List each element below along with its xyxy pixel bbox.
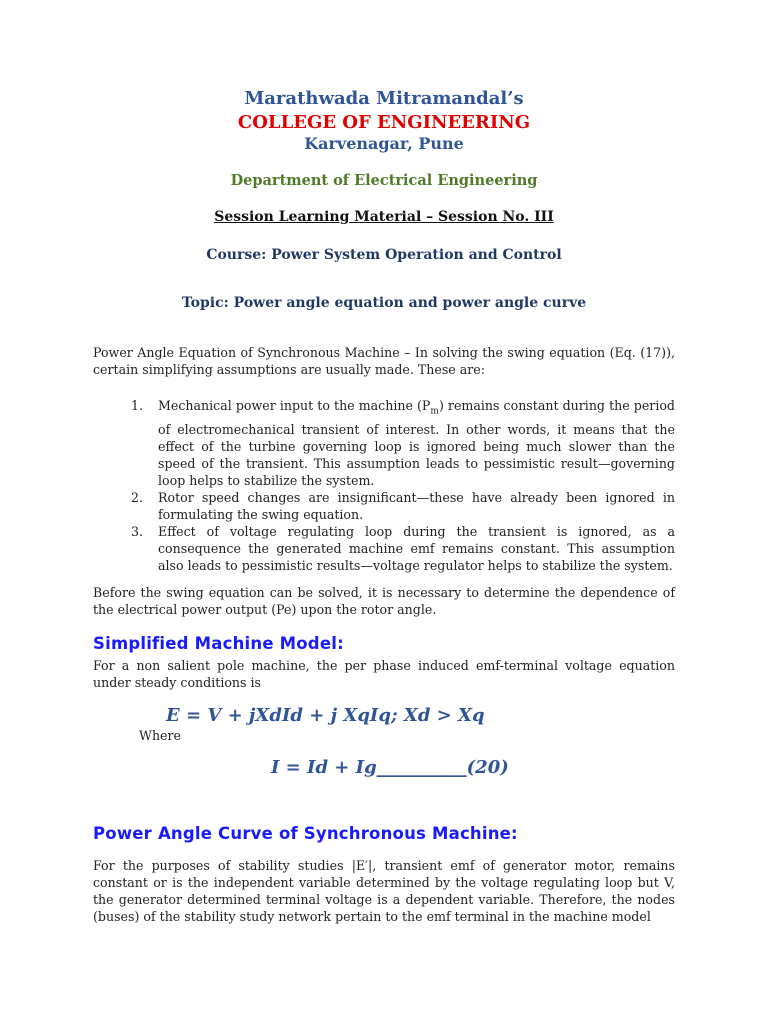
equation-current: I = Id + Ig__________(20) [271,757,509,778]
swing-dependence-paragraph: Before the swing equation can be solved, it is necessary to determine the dependence of the electrical power output (Pe) upon the rotor angle. [93,585,675,617]
equation-emf: E = V + jXdId + j XqIq; Xd > Xq [166,705,485,726]
topic-title: Topic: Power angle equation and power angle curve [181,295,587,311]
intro-paragraph: Power Angle Equation of Synchronous Machine – In solving the swing equation (Eq. (17)), certain simplifying assumptions are usually made. These are: [93,345,675,377]
assumptions-list [131,397,675,574]
list-item [131,397,675,489]
list-number: 3. [131,523,144,539]
list-text: Mechanical power input to the machine (P [158,398,431,413]
list-number: 1. [131,398,144,413]
section-heading-power-angle-curve: Power Angle Curve of Synchronous Machine: [93,824,518,843]
list-text: Rotor speed changes are insignificant—these have already been ignored in formulating the swing equation. [158,489,675,522]
list-text: ) remains constant during the period of electromechanical transient of interest. In other words, it means that the effect of the turbine governing loop is ignored being much slower than the speed of the transient. This assumption leads to pessimistic result—governing loop helps to stabilize the system. [158,398,675,488]
department-name: Department of Electrical Engineering [230,172,538,189]
list-text: Effect of voltage regulating loop during the transient is ignored, as a consequence the generated machine emf remains constant. This assumption also leads to pessimistic results—voltage regulator helps to stabilize the system. [158,523,675,573]
power-angle-curve-paragraph: For the purposes of stability studies |E′|, transient emf of generator motor, remains constant or is the independent variable determined by the voltage regulating loop but V, the generator determined terminal voltage is a dependent variable. Therefore, the nodes (buses) of the stability study network pertain to the emf terminal in the machine model [93,858,675,924]
college-name: COLLEGE OF ENGINEERING [237,112,531,133]
institution-name: Marathwada Mitramandal’s [244,88,524,109]
list-item [131,489,675,523]
session-title: Session Learning Material – Session No. III [214,209,554,225]
list-number: 2. [131,489,144,505]
college-location: Karvenagar, Pune [304,134,464,153]
simplified-model-paragraph: For a non salient pole machine, the per phase induced emf-terminal voltage equation under steady conditions is [93,658,675,690]
list-item [131,523,675,574]
course-title: Course: Power System Operation and Control [206,247,562,263]
subscript-m: m [430,406,439,417]
where-label: Where [139,728,181,743]
section-heading-simplified-model: Simplified Machine Model: [93,634,344,653]
